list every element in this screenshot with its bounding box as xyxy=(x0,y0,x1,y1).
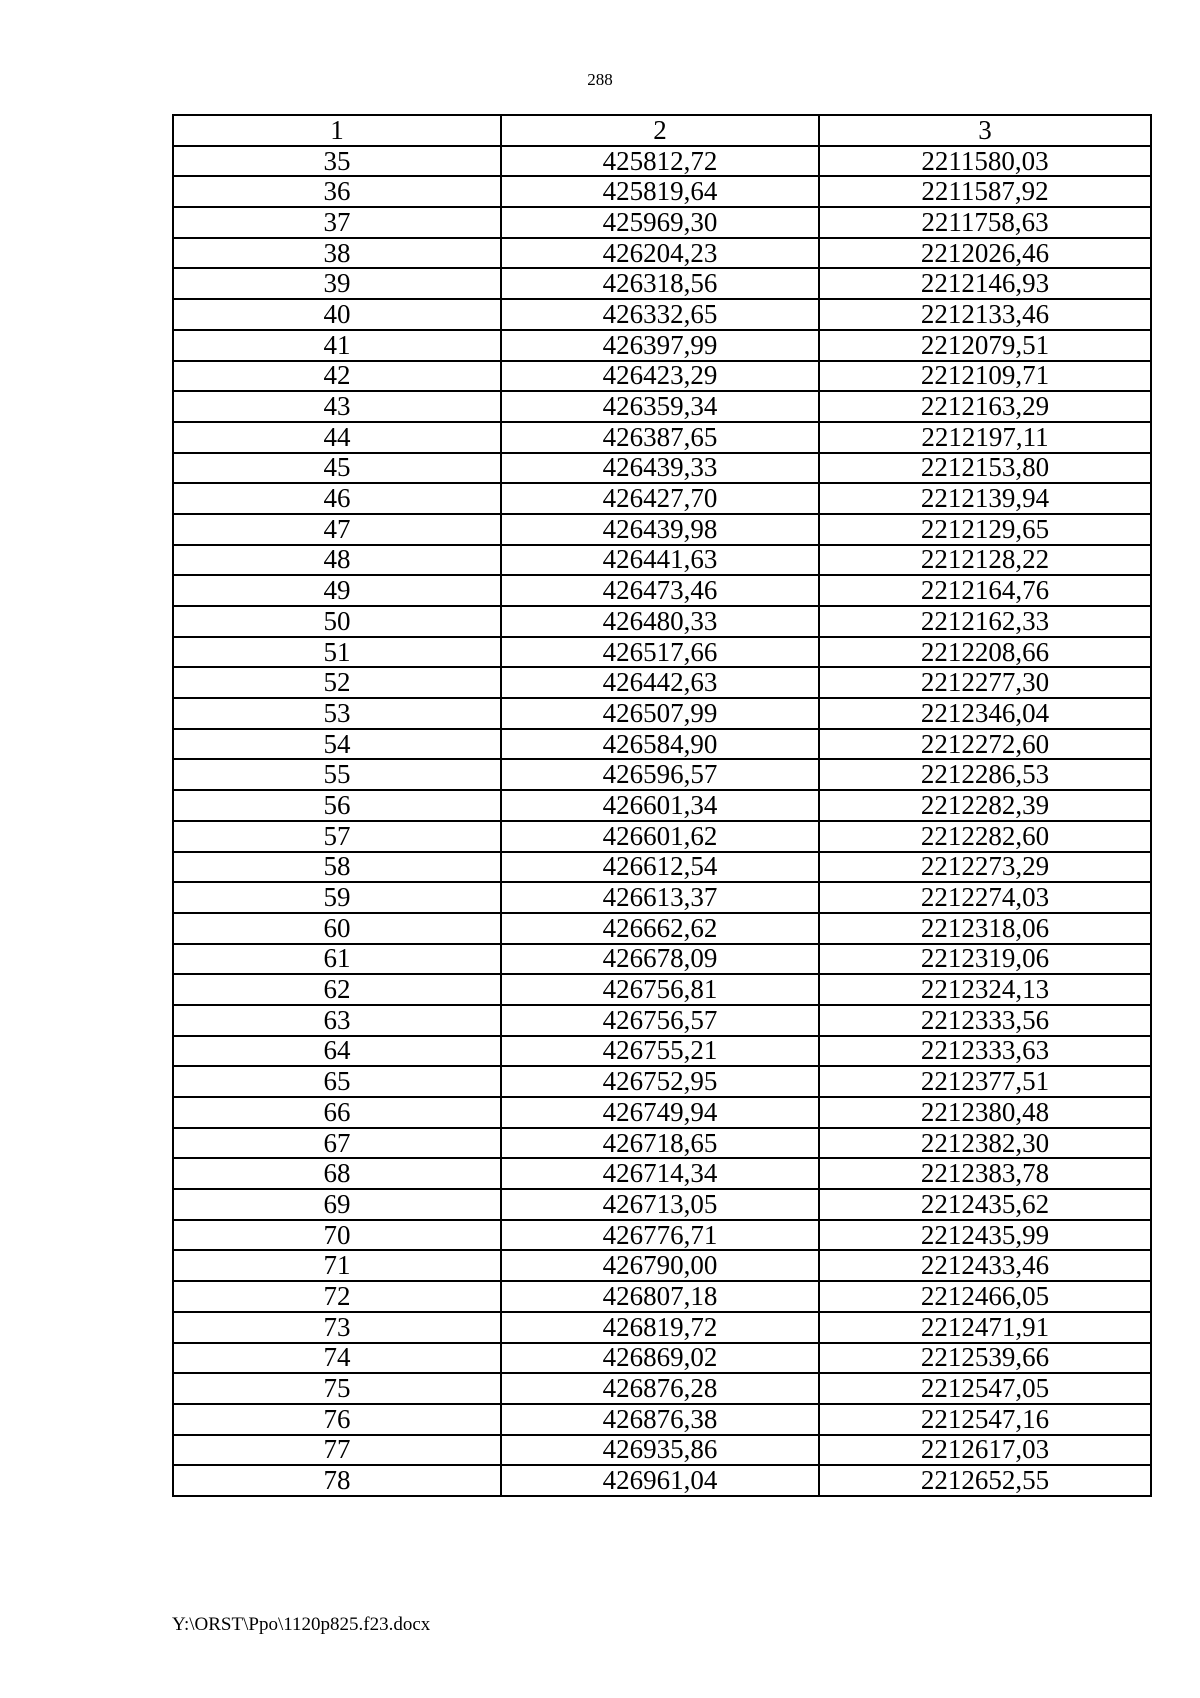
table-row xyxy=(173,667,1151,698)
table-row xyxy=(173,483,1151,514)
point-number-cell: 62 xyxy=(173,974,501,1005)
y-coordinate-cell: 2212382,30 xyxy=(819,1128,1151,1159)
point-number-cell: 52 xyxy=(173,667,501,698)
point-number-cell: 65 xyxy=(173,1066,501,1097)
table-row xyxy=(173,1312,1151,1343)
x-coordinate-cell: 426439,98 xyxy=(501,514,819,545)
table-header-row xyxy=(173,115,1151,146)
x-coordinate-cell: 426397,99 xyxy=(501,330,819,361)
coordinates-table xyxy=(172,114,1152,1497)
y-coordinate-cell: 2212617,03 xyxy=(819,1435,1151,1466)
x-coordinate-cell: 425812,72 xyxy=(501,146,819,177)
y-coordinate-cell: 2212333,56 xyxy=(819,1005,1151,1036)
table-row xyxy=(173,268,1151,299)
x-coordinate-cell: 426819,72 xyxy=(501,1312,819,1343)
point-number-cell: 69 xyxy=(173,1189,501,1220)
y-coordinate-cell: 2212333,63 xyxy=(819,1036,1151,1067)
table-row xyxy=(173,698,1151,729)
x-coordinate-cell: 426387,65 xyxy=(501,422,819,453)
x-coordinate-cell: 426755,21 xyxy=(501,1036,819,1067)
header-cell-1: 1 xyxy=(173,115,501,146)
table-row xyxy=(173,238,1151,269)
point-number-cell: 61 xyxy=(173,944,501,975)
point-number-cell: 59 xyxy=(173,882,501,913)
y-coordinate-cell: 2212346,04 xyxy=(819,698,1151,729)
x-coordinate-cell: 426961,04 xyxy=(501,1465,819,1496)
y-coordinate-cell: 2212163,29 xyxy=(819,391,1151,422)
y-coordinate-cell: 2212435,62 xyxy=(819,1189,1151,1220)
table-row xyxy=(173,422,1151,453)
table-row xyxy=(173,1281,1151,1312)
x-coordinate-cell: 426935,86 xyxy=(501,1435,819,1466)
x-coordinate-cell: 426359,34 xyxy=(501,391,819,422)
point-number-cell: 57 xyxy=(173,821,501,852)
x-coordinate-cell: 426596,57 xyxy=(501,759,819,790)
point-number-cell: 38 xyxy=(173,238,501,269)
point-number-cell: 73 xyxy=(173,1312,501,1343)
x-coordinate-cell: 426612,54 xyxy=(501,852,819,883)
table-row xyxy=(173,944,1151,975)
x-coordinate-cell: 426776,71 xyxy=(501,1220,819,1251)
x-coordinate-cell: 426332,65 xyxy=(501,299,819,330)
y-coordinate-cell: 2212652,55 xyxy=(819,1465,1151,1496)
point-number-cell: 66 xyxy=(173,1097,501,1128)
y-coordinate-cell: 2212435,99 xyxy=(819,1220,1151,1251)
point-number-cell: 76 xyxy=(173,1404,501,1435)
table-row xyxy=(173,453,1151,484)
x-coordinate-cell: 426517,66 xyxy=(501,637,819,668)
y-coordinate-cell: 2212377,51 xyxy=(819,1066,1151,1097)
y-coordinate-cell: 2212128,22 xyxy=(819,545,1151,576)
point-number-cell: 77 xyxy=(173,1435,501,1466)
x-coordinate-cell: 426714,34 xyxy=(501,1158,819,1189)
point-number-cell: 35 xyxy=(173,146,501,177)
header-cell-2: 2 xyxy=(501,115,819,146)
point-number-cell: 51 xyxy=(173,637,501,668)
table-row xyxy=(173,1435,1151,1466)
table-row xyxy=(173,1189,1151,1220)
point-number-cell: 74 xyxy=(173,1343,501,1374)
x-coordinate-cell: 426876,28 xyxy=(501,1373,819,1404)
point-number-cell: 39 xyxy=(173,268,501,299)
table-row xyxy=(173,852,1151,883)
table-row xyxy=(173,821,1151,852)
point-number-cell: 64 xyxy=(173,1036,501,1067)
x-coordinate-cell: 426713,05 xyxy=(501,1189,819,1220)
x-coordinate-cell: 426790,00 xyxy=(501,1250,819,1281)
x-coordinate-cell: 426584,90 xyxy=(501,729,819,760)
y-coordinate-cell: 2212129,65 xyxy=(819,514,1151,545)
x-coordinate-cell: 426718,65 xyxy=(501,1128,819,1159)
x-coordinate-cell: 426756,57 xyxy=(501,1005,819,1036)
y-coordinate-cell: 2212079,51 xyxy=(819,330,1151,361)
point-number-cell: 48 xyxy=(173,545,501,576)
table-row xyxy=(173,1343,1151,1374)
point-number-cell: 75 xyxy=(173,1373,501,1404)
table-row xyxy=(173,974,1151,1005)
point-number-cell: 60 xyxy=(173,913,501,944)
y-coordinate-cell: 2212324,13 xyxy=(819,974,1151,1005)
table-row xyxy=(173,1220,1151,1251)
point-number-cell: 63 xyxy=(173,1005,501,1036)
y-coordinate-cell: 2212466,05 xyxy=(819,1281,1151,1312)
y-coordinate-cell: 2212272,60 xyxy=(819,729,1151,760)
point-number-cell: 43 xyxy=(173,391,501,422)
point-number-cell: 54 xyxy=(173,729,501,760)
y-coordinate-cell: 2212547,16 xyxy=(819,1404,1151,1435)
x-coordinate-cell: 426613,37 xyxy=(501,882,819,913)
x-coordinate-cell: 426807,18 xyxy=(501,1281,819,1312)
table-row xyxy=(173,637,1151,668)
x-coordinate-cell: 426752,95 xyxy=(501,1066,819,1097)
x-coordinate-cell: 426439,33 xyxy=(501,453,819,484)
y-coordinate-cell: 2212318,06 xyxy=(819,913,1151,944)
x-coordinate-cell: 426473,46 xyxy=(501,575,819,606)
y-coordinate-cell: 2212547,05 xyxy=(819,1373,1151,1404)
table-row xyxy=(173,1066,1151,1097)
x-coordinate-cell: 425819,64 xyxy=(501,176,819,207)
table-row xyxy=(173,299,1151,330)
table-row xyxy=(173,1404,1151,1435)
y-coordinate-cell: 2212433,46 xyxy=(819,1250,1151,1281)
x-coordinate-cell: 426601,62 xyxy=(501,821,819,852)
point-number-cell: 50 xyxy=(173,606,501,637)
point-number-cell: 53 xyxy=(173,698,501,729)
x-coordinate-cell: 426507,99 xyxy=(501,698,819,729)
y-coordinate-cell: 2212146,93 xyxy=(819,268,1151,299)
point-number-cell: 41 xyxy=(173,330,501,361)
table-row xyxy=(173,146,1151,177)
footer-file-path: Y:\ORST\Ppo\1120p825.f23.docx xyxy=(172,1614,431,1635)
table-body xyxy=(173,115,1151,1496)
point-number-cell: 37 xyxy=(173,207,501,238)
table-row xyxy=(173,1005,1151,1036)
y-coordinate-cell: 2212133,46 xyxy=(819,299,1151,330)
point-number-cell: 78 xyxy=(173,1465,501,1496)
table-row xyxy=(173,514,1151,545)
x-coordinate-cell: 426678,09 xyxy=(501,944,819,975)
x-coordinate-cell: 426441,63 xyxy=(501,545,819,576)
table-row xyxy=(173,575,1151,606)
table-row xyxy=(173,729,1151,760)
y-coordinate-cell: 2212273,29 xyxy=(819,852,1151,883)
y-coordinate-cell: 2211587,92 xyxy=(819,176,1151,207)
y-coordinate-cell: 2212026,46 xyxy=(819,238,1151,269)
x-coordinate-cell: 426662,62 xyxy=(501,913,819,944)
x-coordinate-cell: 426480,33 xyxy=(501,606,819,637)
y-coordinate-cell: 2212274,03 xyxy=(819,882,1151,913)
x-coordinate-cell: 426869,02 xyxy=(501,1343,819,1374)
y-coordinate-cell: 2212153,80 xyxy=(819,453,1151,484)
y-coordinate-cell: 2212282,39 xyxy=(819,790,1151,821)
point-number-cell: 70 xyxy=(173,1220,501,1251)
x-coordinate-cell: 426749,94 xyxy=(501,1097,819,1128)
y-coordinate-cell: 2212277,30 xyxy=(819,667,1151,698)
point-number-cell: 46 xyxy=(173,483,501,514)
table-row xyxy=(173,882,1151,913)
y-coordinate-cell: 2212282,60 xyxy=(819,821,1151,852)
x-coordinate-cell: 426423,29 xyxy=(501,361,819,392)
x-coordinate-cell: 426876,38 xyxy=(501,1404,819,1435)
y-coordinate-cell: 2212319,06 xyxy=(819,944,1151,975)
point-number-cell: 44 xyxy=(173,422,501,453)
y-coordinate-cell: 2212164,76 xyxy=(819,575,1151,606)
table-row xyxy=(173,1250,1151,1281)
y-coordinate-cell: 2212139,94 xyxy=(819,483,1151,514)
point-number-cell: 67 xyxy=(173,1128,501,1159)
table-row xyxy=(173,176,1151,207)
table-row xyxy=(173,790,1151,821)
y-coordinate-cell: 2212380,48 xyxy=(819,1097,1151,1128)
y-coordinate-cell: 2212539,66 xyxy=(819,1343,1151,1374)
x-coordinate-cell: 426318,56 xyxy=(501,268,819,299)
point-number-cell: 40 xyxy=(173,299,501,330)
y-coordinate-cell: 2212109,71 xyxy=(819,361,1151,392)
table-row xyxy=(173,1036,1151,1067)
table-row xyxy=(173,1465,1151,1496)
table-row xyxy=(173,913,1151,944)
y-coordinate-cell: 2212471,91 xyxy=(819,1312,1151,1343)
table-row xyxy=(173,391,1151,422)
point-number-cell: 58 xyxy=(173,852,501,883)
x-coordinate-cell: 426601,34 xyxy=(501,790,819,821)
page-number: 288 xyxy=(587,70,613,89)
x-coordinate-cell: 425969,30 xyxy=(501,207,819,238)
point-number-cell: 55 xyxy=(173,759,501,790)
table-row xyxy=(173,606,1151,637)
table-row xyxy=(173,330,1151,361)
table-row xyxy=(173,1158,1151,1189)
table-row xyxy=(173,1373,1151,1404)
x-coordinate-cell: 426204,23 xyxy=(501,238,819,269)
table-row xyxy=(173,1097,1151,1128)
y-coordinate-cell: 2212286,53 xyxy=(819,759,1151,790)
table-row xyxy=(173,361,1151,392)
point-number-cell: 72 xyxy=(173,1281,501,1312)
point-number-cell: 36 xyxy=(173,176,501,207)
y-coordinate-cell: 2212162,33 xyxy=(819,606,1151,637)
y-coordinate-cell: 2212197,11 xyxy=(819,422,1151,453)
table-row xyxy=(173,207,1151,238)
y-coordinate-cell: 2211580,03 xyxy=(819,146,1151,177)
y-coordinate-cell: 2212208,66 xyxy=(819,637,1151,668)
table-row xyxy=(173,545,1151,576)
x-coordinate-cell: 426442,63 xyxy=(501,667,819,698)
point-number-cell: 71 xyxy=(173,1250,501,1281)
y-coordinate-cell: 2212383,78 xyxy=(819,1158,1151,1189)
x-coordinate-cell: 426756,81 xyxy=(501,974,819,1005)
point-number-cell: 68 xyxy=(173,1158,501,1189)
table-row xyxy=(173,1128,1151,1159)
table-row xyxy=(173,759,1151,790)
header-cell-3: 3 xyxy=(819,115,1151,146)
point-number-cell: 47 xyxy=(173,514,501,545)
y-coordinate-cell: 2211758,63 xyxy=(819,207,1151,238)
point-number-cell: 45 xyxy=(173,453,501,484)
point-number-cell: 56 xyxy=(173,790,501,821)
point-number-cell: 42 xyxy=(173,361,501,392)
x-coordinate-cell: 426427,70 xyxy=(501,483,819,514)
point-number-cell: 49 xyxy=(173,575,501,606)
